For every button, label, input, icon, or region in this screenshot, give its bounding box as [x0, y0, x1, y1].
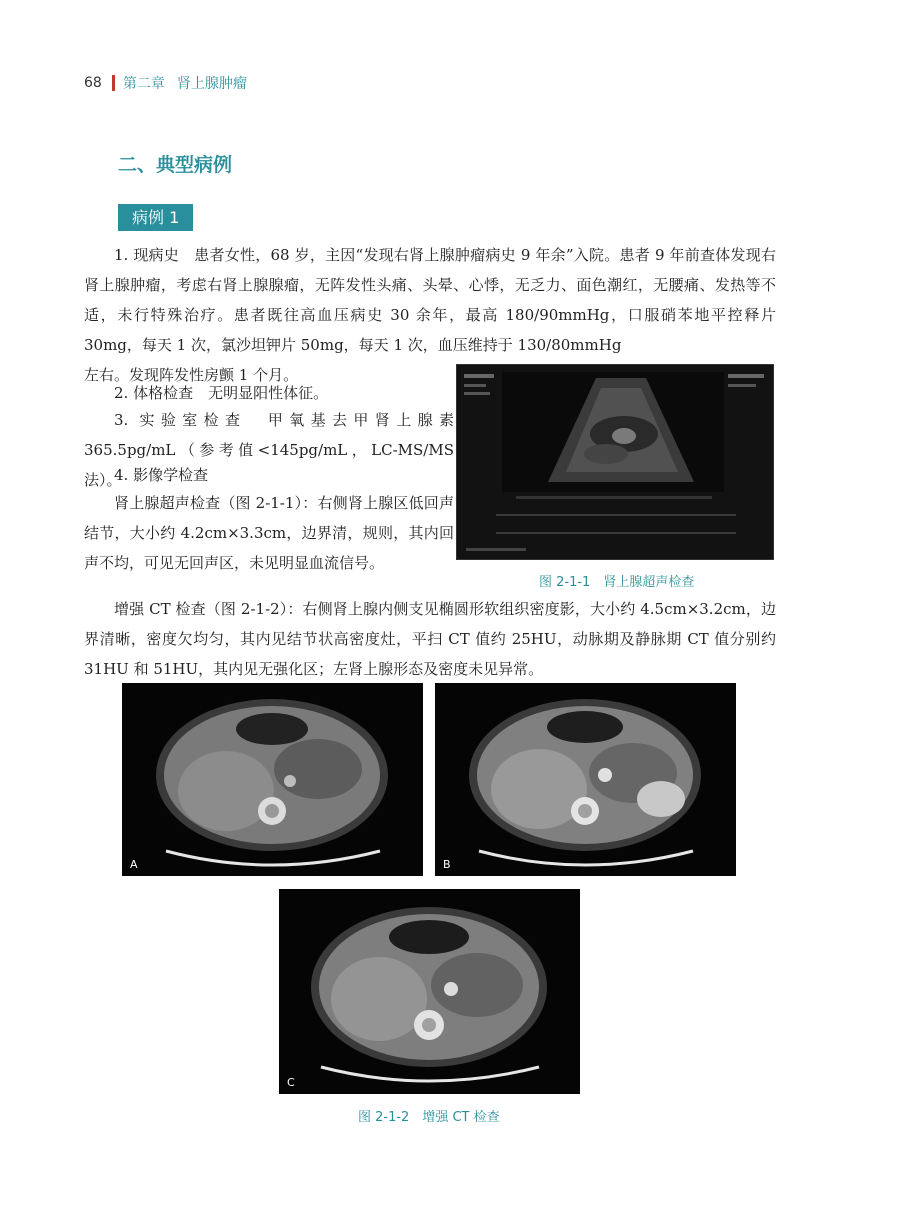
ultrasound-paragraph: 肾上腺超声检查（图 2-1-1）：右侧肾上腺区低回声结节，大小约 4.2cm×3.3cm，边界清，规则，其内回声不均，可见无回声区，未见明显血流信号。	[84, 494, 454, 572]
ct-image-a	[122, 683, 423, 876]
section-heading: 二、典型病例	[118, 154, 233, 176]
ct-caption: 图 2-1-2 增强 CT 检查	[358, 1110, 500, 1125]
running-header	[84, 72, 247, 94]
ct-image-b	[435, 683, 736, 876]
ct-panel-label: A	[130, 858, 138, 871]
header-divider	[112, 75, 115, 91]
lab-exam-paragraph: 3. 实验室检查 甲氧基去甲肾上腺素 365.5pg/mL（参考值<145pg/mL，LC-MS/MS 法）。	[84, 411, 454, 489]
imaging-heading: 4. 影像学检查	[114, 466, 209, 484]
ct-paragraph: 增强 CT 检查（图 2-1-2）：右侧肾上腺内侧支见椭圆形软组织密度影，大小约 4.5cm×3.2cm，边界清晰，密度欠均匀，其内见结节状高密度灶，平扫 CT 值约 25HU，动脉期及静脉期 CT 值分别约 31HU 和 51HU，其内见无强化区；左肾上腺形态及密度未见异常。	[84, 600, 776, 678]
case-label: 病例 1	[118, 204, 193, 231]
ct-panel-label: B	[443, 858, 451, 871]
chapter-title: 肾上腺肿瘤	[176, 76, 247, 92]
ultrasound-border	[456, 364, 774, 560]
history-text: 1. 现病史 患者女性，68 岁，主因“发现右肾上腺肿瘤病史 9 年余”入院。患者 9 年前查体发现右肾上腺肿瘤，考虑右肾上腺腺瘤，无阵发性头痛、头晕、心悸，无乏力、面色潮红，无腰痛、发热等不适，未行特殊治疗。患者既往高血压病史 30 余年，最高 180/90mmHg，口服硝苯地平控释片 30mg，每天 1 次，氯沙坦钾片 50mg，每天 1 次，血压维持于 130/80mmHg	[84, 246, 776, 354]
physical-exam-paragraph: 2. 体格检查 无明显阳性体征。	[114, 384, 329, 402]
ultrasound-caption: 图 2-1-1 肾上腺超声检查	[539, 575, 695, 590]
chapter-label: 第二章	[122, 76, 165, 92]
page-number: 68	[84, 75, 102, 91]
ct-image-c	[279, 889, 580, 1094]
ct-panel-label: C	[287, 1076, 295, 1089]
history-text-end: 左右。发现阵发性房颤 1 个月。	[84, 366, 299, 384]
